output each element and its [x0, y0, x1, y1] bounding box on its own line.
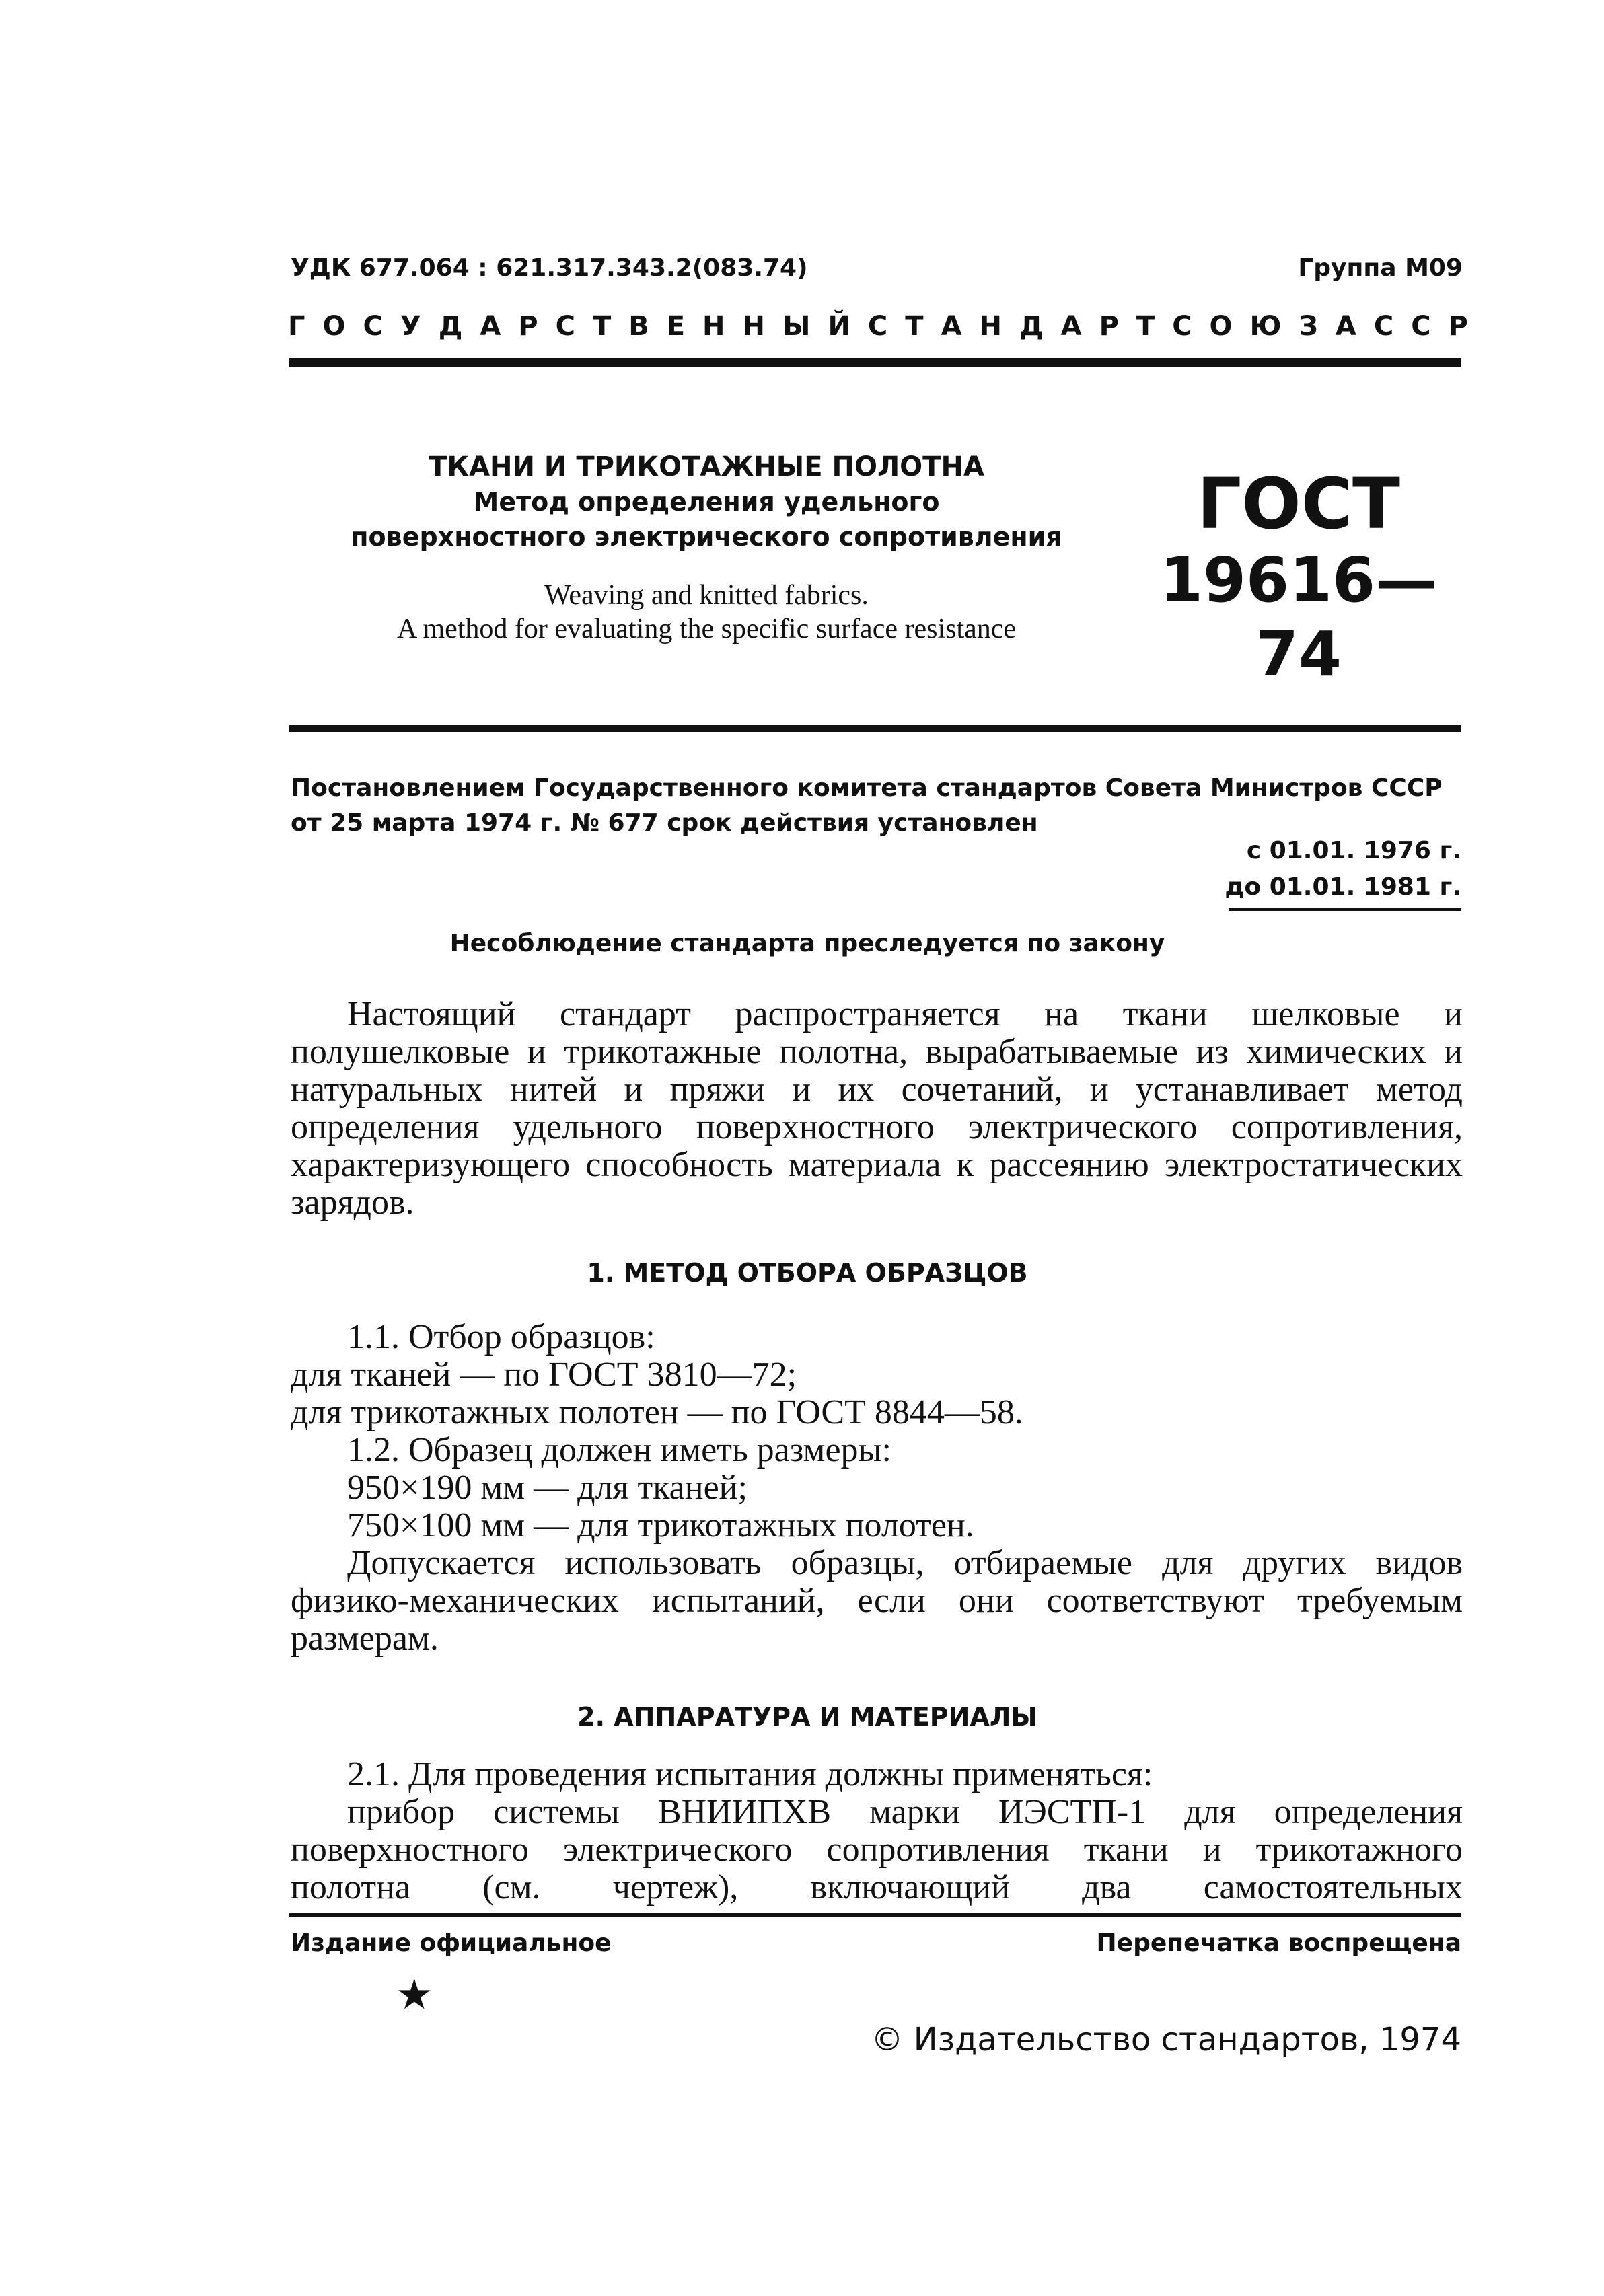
section-2-line: 2.1. Для проведения испытания должны применяться: [347, 1755, 1153, 1793]
edition-label: Издание официальное [291, 1929, 612, 1957]
gost-designation [1144, 464, 1453, 692]
decree-line-2: от 25 марта 1974 г. № 677 срок действия установлен [291, 809, 1038, 837]
intro-paragraph: Настоящий стандарт распространяется на ткани шелковые и полушелковые и трикотажные полотна, вырабатываемые из химических и натуральных нитей и пряжи и их сочетаний, и устанавливает метод определения удельного поверхностного электрического сопротивления, характеризующего способность материала к рассеянию электростатических зарядов. [291, 995, 1463, 1222]
decree-line-1: Постановлением Государственного комитета стандартов Совета Министров СССР [291, 774, 1443, 802]
footer-rule [289, 1913, 1461, 1917]
section-1-line: для трикотажных полотен — по ГОСТ 8844—58. [291, 1393, 1023, 1432]
title-en-2: A method for evaluating the specific surface resistance [396, 614, 1017, 644]
section-2-heading: 2. АППАРАТУРА И МАТЕРИАЛЫ [577, 1702, 1037, 1732]
title-sub-2: поверхностного электрического сопротивления [351, 522, 1062, 552]
decree-text [291, 771, 1461, 841]
validity-rule [1229, 908, 1461, 911]
udk-code: УДК 677.064 : 621.317.343.2(083.74) [291, 254, 808, 282]
copyright-notice: © Издательство стандартов, 1974 [871, 2021, 1461, 2059]
title-sub-1: Метод определения удельного [473, 487, 940, 517]
section-2-body [291, 1756, 1463, 1906]
section-1-line: 1.1. Отбор образцов: [347, 1318, 655, 1356]
banner-word: ГОСУДАРСТВЕННЫЙ [288, 311, 868, 342]
section-1-line: 950×190 мм — для тканей; [347, 1469, 748, 1507]
header-rule [289, 358, 1461, 367]
section-1-heading: 1. МЕТОД ОТБОРА ОБРАЗЦОВ [587, 1258, 1028, 1288]
banner-word: ССР [1373, 311, 1486, 342]
title-russian [316, 449, 1097, 554]
section-1-line: 750×100 мм — для трикотажных полотен. [347, 1506, 974, 1545]
title-rule [289, 725, 1461, 732]
title-en-1: Weaving and knitted fabrics. [544, 580, 869, 611]
title-english [269, 579, 1144, 646]
group-code: Группа М09 [1298, 254, 1463, 282]
reprint-notice: Перепечатка воспрещена [1096, 1929, 1461, 1957]
section-1-line: 1.2. Образец должен иметь размеры: [347, 1431, 891, 1469]
star-icon: ★ [396, 1970, 433, 2019]
state-standard-banner [288, 311, 1486, 342]
section-2-paragraph: прибор системы ВНИИПХВ марки ИЭСТП-1 для определения поверхностного электрического сопротивления ткани и трикотажного полотна (см. чертеж), включающий два самостоятельных [291, 1793, 1463, 1906]
title-main: ТКАНИ И ТРИКОТАЖНЫЕ ПОЛОТНА [429, 451, 984, 482]
banner-word: СОЮЗА [1172, 311, 1374, 342]
validity-from: с 01.01. 1976 г. [1246, 837, 1461, 864]
validity-to: до 01.01. 1981 г. [1225, 873, 1461, 901]
section-1-body [291, 1319, 1463, 1658]
gost-label: ГОСТ [1197, 463, 1400, 545]
banner-word: СТАНДАРТ [867, 311, 1173, 342]
section-1-line: для тканей — по ГОСТ 3810—72; [291, 1356, 797, 1394]
section-1-paragraph: Допускается использовать образцы, отбираемые для других видов физико-механических испытаний, если они соответствуют требуемым размерам. [291, 1544, 1463, 1658]
gost-number: 19616—74 [1159, 544, 1438, 690]
non-compliance-notice: Несоблюдение стандарта преследуется по закону [449, 930, 1165, 957]
